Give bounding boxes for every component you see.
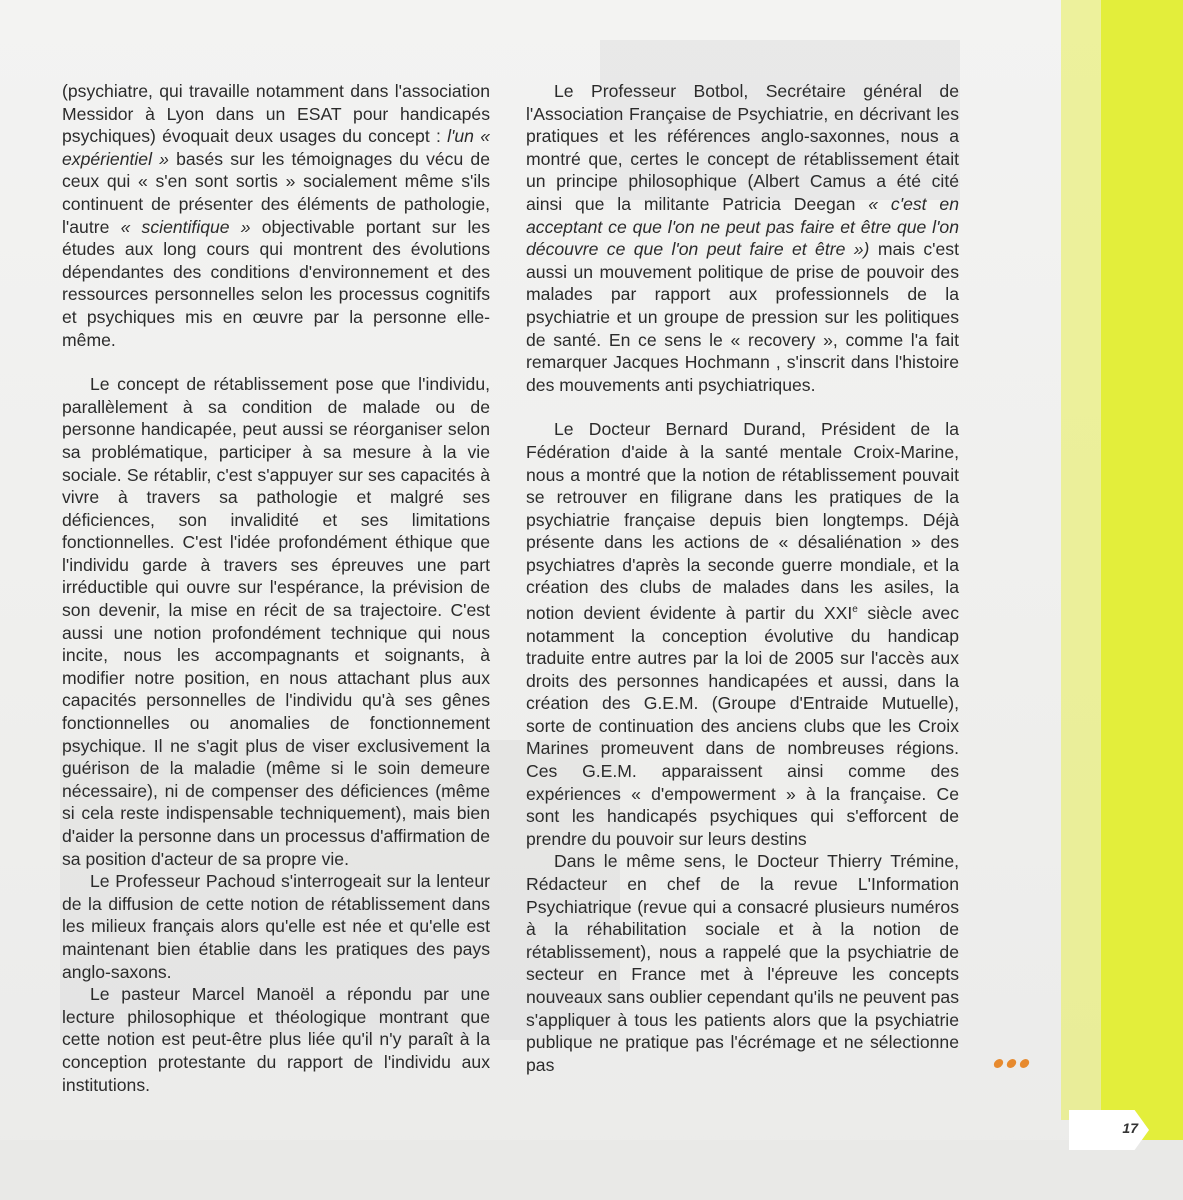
paragraph [526,418,959,850]
text-run: Le concept de rétablissement pose que l'individu, parallèlement à sa condition de malade ou de personne handicapée, peut aussi se réorganiser selon sa problématique, participer à sa mesure à la vie sociale. Se rétablir, c'est s'appuyer sur ses capacités à vivre à travers sa pathologie et malgré ses déficiences, son invalidité et ses limitations fonctionnelles. C'est l'idée profondément éthique que l'individu garde à travers ses épreuves une part irréductible qui ouvre sur l'espérance, la prévision de son devenir, la mise en récit de sa trajectoire. C'est aussi une notion profondément technique qui nous incite, nous les accompagnants et soignants, à modifier notre position, en nous attachant plus aux capacités personnelles de l'individu qu'à ses gênes fonctionnelles ou anomalies de fonctionnement psychique. Il ne s'agit plus de viser exclusivement la guérison de la maladie (même si le soin demeure nécessaire), ni de compenser des déficiences (même si cela reste indispensable techniquement), mais bien d'aider la personne dans un processus d'affirmation de sa position d'acteur de sa propre vie. [62,374,490,869]
text-run: Le Professeur Botbol, Secrétaire général de l'Association Française de Psychiatrie, en décrivant les pratiques et les références anglo-saxonnes, nous a montré que, certes le concept de rétablissement était un principe philosophique (Albert Camus a été cité ainsi que la militante Patricia Deegan [526,81,959,214]
dot-icon [1006,1059,1017,1068]
text-run: basés sur les témoignages du vécu de ceux qui « s'en sont sortis » socialement même s'ils continuent de présenter des éléments de pathologie, l'autre [62,148,490,237]
text-run: mais c'est aussi un mouvement politique de prise de pouvoir des malades par rapport aux professionnels de la psychiatrie et un groupe de pression sur les politiques de santé. En ce sens le « recovery », comme l'a fait remarquer Jacques Hochmann , s'inscrit dans l'histoire des mouvements anti psychiatriques. [526,239,959,395]
text-run: Dans le même sens, le Docteur Thierry Trémine, Rédacteur en chef de la revue L'Information Psychiatrique (revue qui a consacré plusieurs numéros à la réhabilitation sociale et à la notion de rétablissement), nous a rappelé que la psychiatrie de secteur en France met à l'épreuve les concepts nouveaux sans oublier cependant qu'ils ne peuvent pas s'appliquer à tous les patients alors que la psychiatrie publique ne pratique pas l'écrémage et ne sélectionne pas [526,851,959,1075]
italic-quote: « scientifique » [120,216,251,237]
superscript: e [852,604,858,616]
text-run: siècle avec notamment la conception évolutive du handicap traduite entre autres par la loi de 2005 sur l'accès aux droits des personnes handicapées et aussi, dans la création des G.E.M. (Groupe d'Entraide Mutuelle), sorte de continuation des anciens clubs que les Croix Marines promeuvent dans de nombreuses régions. Ces G.E.M. apparaissent ainsi comme des expériences « d'empowerment » à la française. Ce sont les handicapés psychiques qui s'efforcent de prendre du pouvoir sur leurs destins [526,602,960,849]
dot-icon [993,1059,1004,1068]
paragraph [62,870,490,983]
right-column [526,80,959,1076]
text-run: (psychiatre, qui travaille notamment dans l'association Messidor à Lyon dans un ESAT pour handicapés psychiques) évoquait deux usages du concept : [62,81,490,147]
left-column [62,80,490,1096]
paragraph [62,373,490,870]
ellipsis-dots-icon [994,1059,1029,1068]
accent-band-shadow [1061,0,1101,1120]
paragraph [62,983,490,1096]
paragraph [62,80,490,351]
italic-quote: « c'est en acceptant ce que l'on ne peut pas faire et être que l'on découvre ce que l'on peut faire et être ») [526,193,959,260]
italic-quote: l'un « expérientiel » [62,126,490,169]
text-run: Le pasteur Marcel Manoël a répondu par une lecture philosophique et théologique montrant que cette notion est peut-être plus liée qu'il n'y paraît à la conception protestante du rapport de l'individu aux institutions. [62,984,490,1095]
paragraph [526,80,959,396]
bottom-margin [0,1140,1183,1200]
accent-band [1101,0,1183,1200]
text-run: Le Professeur Pachoud s'interrogeait sur la lenteur de la diffusion de cette notion de rétablissement dans les milieux français alors qu'elle est née et qu'elle est maintenant bien établie dans les pratiques des pays anglo-saxons. [62,871,490,982]
dot-icon [1019,1059,1030,1068]
page-number: 17 [1122,1120,1138,1136]
paragraph [526,850,959,1076]
text-run: objectivable portant sur les études aux long cours qui montrent des évolutions dépendantes des conditions d'environnement et des ressources personnelles selon les processus cognitifs et psychiques mis en œuvre par la personne elle-même. [62,216,490,350]
text-run: Le Docteur Bernard Durand, Président de la Fédération d'aide à la santé mentale Croix-Marine, nous a montré que la notion de rétablissement pouvait se retrouver en filigrane dans les pratiques de la psychiatrie française depuis bien longtemps. Déjà présente dans les actions de « désaliénation » des psychiatres d'après la seconde guerre mondiale, et la création des clubs de malades dans les asiles, la notion devient évidente à partir du XXI [526,419,959,623]
